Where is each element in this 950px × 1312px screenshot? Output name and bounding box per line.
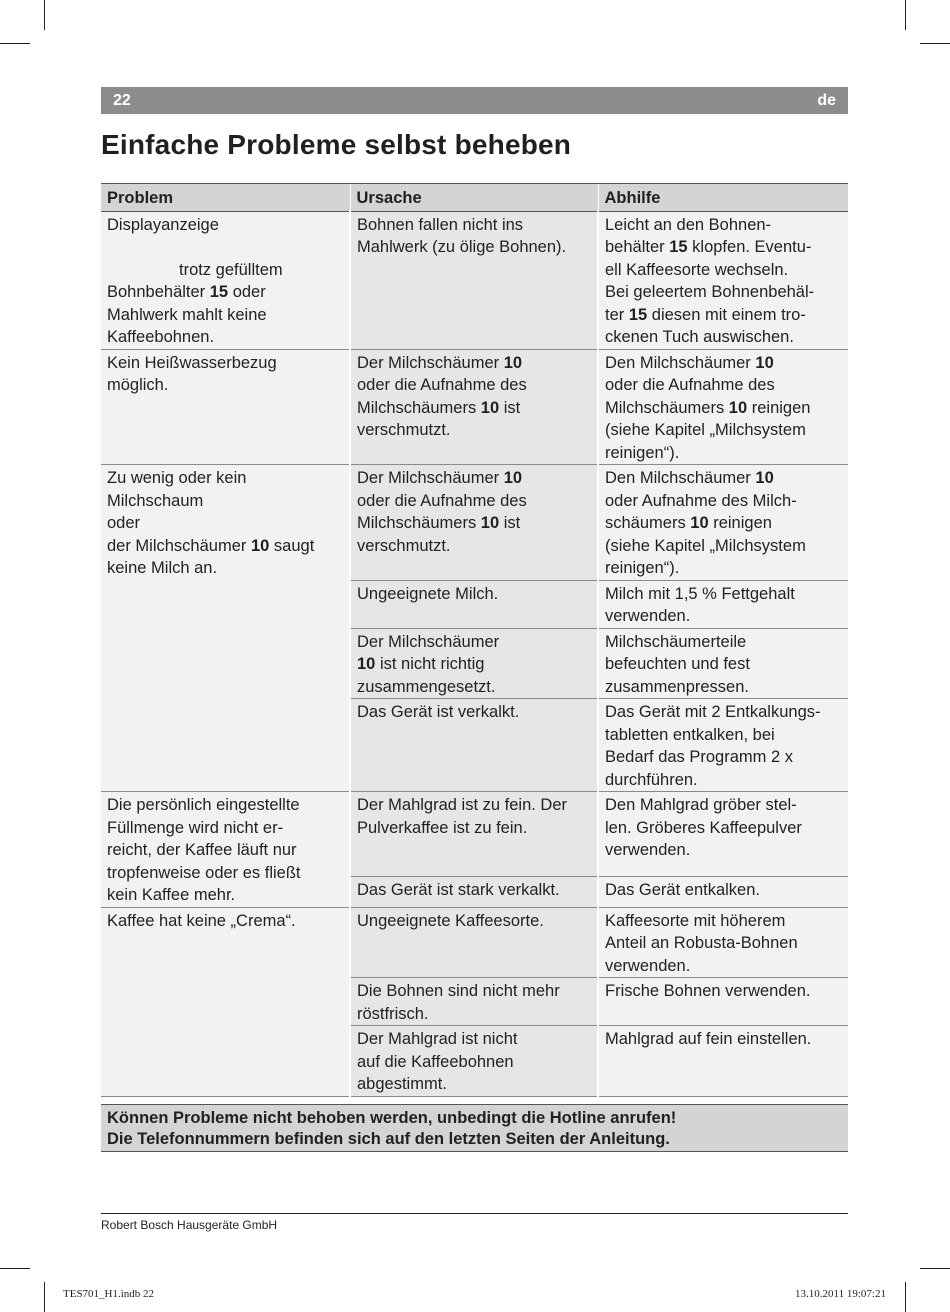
page-title: Einfache Probleme selbst beheben (101, 129, 572, 160)
text-segment: Milchschäumers (605, 398, 729, 417)
crop-mark (920, 1268, 950, 1269)
cause-cell (350, 628, 598, 699)
reference-number: 10 (690, 514, 709, 532)
text-segment: oder (107, 514, 141, 532)
text-segment: Der Mahlgrad ist nicht (357, 1030, 518, 1048)
cause-cell (350, 792, 598, 877)
text-segment: Kaffee hat keine „Crema“. (107, 911, 296, 930)
reference-number: 10 (480, 514, 500, 532)
text-segment: reinigen“). (605, 559, 680, 577)
text-segment: ist nicht richtig (375, 655, 485, 673)
remedy-cell (598, 978, 848, 1026)
text-segment: oder (228, 283, 266, 301)
crop-mark (905, 0, 906, 30)
text-segment: oder die Aufnahme des (605, 376, 775, 394)
text-segment: verschmutzt. (357, 536, 451, 555)
cause-cell (350, 349, 598, 465)
text-segment: oder die Aufnahme des (357, 376, 527, 394)
text-segment: Die Bohnen sind nicht mehr (357, 982, 560, 1000)
remedy-cell (598, 876, 848, 907)
text-segment: ter (605, 305, 629, 324)
text-segment: Der Milchschäumer (357, 353, 504, 372)
text-segment: reinigen (708, 514, 772, 532)
text-segment: röstfrisch. (357, 1004, 429, 1023)
text-segment: ist (499, 398, 521, 417)
footer-divider (101, 1213, 848, 1214)
text-segment: Der Milchschäumer (357, 469, 504, 487)
language-code: de (817, 92, 836, 109)
text-segment: Leicht an den Bohnen- (605, 215, 772, 234)
text-segment: möglich. (107, 376, 169, 394)
text-segment: reinigen“). (605, 443, 680, 462)
hotline-note-line-2: Die Telefonnummern befinden sich auf den letzten Seiten der Anleitung. (107, 1130, 670, 1148)
text-segment: Ungeeignete Kaffeesorte. (357, 911, 544, 930)
text-segment: durchführen. (605, 770, 698, 789)
problem-cell (101, 792, 350, 908)
problem-cell (101, 211, 350, 349)
reference-number: 15 (209, 283, 229, 301)
page-header-bar (101, 87, 848, 114)
remedy-cell (598, 699, 848, 792)
table-row (101, 792, 848, 877)
reference-number: 15 (628, 305, 648, 324)
crop-mark (920, 43, 950, 44)
crop-mark (0, 1268, 30, 1269)
text-segment: Der Mahlgrad ist zu fein. Der (357, 796, 567, 814)
text-segment: tropfenweise oder es fließt (107, 863, 301, 882)
text-segment: Milchschäumerteile (605, 632, 747, 651)
text-segment: befeuchten und fest (605, 655, 750, 673)
text-segment: Bohnbehälter (107, 283, 210, 301)
column-header-remedy: Abhilfe (598, 184, 848, 212)
text-segment: Frische Bohnen verwenden. (605, 982, 811, 1000)
text-segment: Milch mit 1,5 % Fettgehalt (605, 584, 795, 603)
reference-number: 10 (728, 398, 748, 417)
cause-cell (350, 699, 598, 792)
text-segment: Milchschäumers (357, 514, 481, 532)
text-segment: Die persönlich eingestellte (107, 796, 300, 814)
cause-cell (350, 876, 598, 907)
text-segment: ell Kaffeesorte wechseln. (605, 260, 789, 279)
remedy-cell (598, 211, 848, 349)
column-header-problem: Problem (101, 184, 350, 212)
text-segment: Das Gerät ist verkalkt. (357, 703, 520, 721)
text-segment: Das Gerät ist stark verkalkt. (357, 880, 560, 899)
remedy-cell (598, 907, 848, 978)
cause-cell (350, 580, 598, 628)
text-segment: oder die Aufnahme des (357, 491, 527, 510)
table-row (101, 349, 848, 465)
text-segment: kein Kaffee mehr. (107, 886, 236, 904)
text-segment: klopfen. Eventu- (687, 238, 812, 256)
text-segment: diesen mit einem tro- (647, 305, 806, 324)
remedy-cell (598, 1026, 848, 1097)
text-segment: reinigen (747, 398, 811, 417)
text-segment: zusammengesetzt. (357, 677, 496, 696)
remedy-cell (598, 628, 848, 699)
text-segment: Den Milchschäumer (605, 353, 756, 372)
text-segment: Den Mahlgrad gröber stel- (605, 796, 797, 814)
text-segment: len. Gröberes Kaffeepulver (605, 818, 802, 837)
cause-cell (350, 1026, 598, 1097)
text-segment: Ungeeignete Milch. (357, 584, 499, 603)
text-segment: ist (499, 514, 521, 532)
text-segment: saugt (269, 536, 315, 555)
text-segment: ckenen Tuch auswischen. (605, 328, 794, 346)
text-segment: Bohnen fallen nicht ins (357, 215, 524, 234)
cause-cell (350, 211, 598, 349)
text-segment: Kein Heißwasserbezug (107, 353, 277, 372)
text-segment: Displayanzeige (107, 215, 219, 234)
remedy-cell (598, 465, 848, 581)
reference-number: 10 (503, 353, 523, 372)
text-segment: verschmutzt. (357, 421, 451, 439)
text-segment: oder Aufnahme des Milch- (605, 491, 797, 510)
hotline-note-line-1: Können Probleme nicht behoben werden, unbedingt die Hotline anrufen! (107, 1109, 677, 1127)
crop-mark (44, 1282, 45, 1312)
table-row (101, 211, 848, 349)
problem-cell (101, 465, 350, 792)
crop-mark (44, 0, 45, 30)
problem-cell (101, 349, 350, 465)
column-header-cause: Ursache (350, 184, 598, 212)
text-segment: verwenden. (605, 956, 691, 975)
table-header-row (101, 184, 848, 212)
table-body (101, 211, 848, 1096)
text-segment: (siehe Kapitel „Milchsystem (605, 421, 806, 439)
reference-number: 10 (755, 353, 774, 372)
troubleshooting-table (101, 183, 848, 1097)
cause-cell (350, 907, 598, 978)
crop-mark (905, 1282, 906, 1312)
text-segment: schäumers (605, 514, 691, 532)
text-segment: Der Milchschäumer (357, 632, 500, 651)
print-slug-file: TES701_H1.indb 22 (63, 1288, 155, 1300)
cause-cell (350, 465, 598, 581)
reference-number: 10 (357, 655, 376, 673)
text-segment: Mahlwerk (zu ölige Bohnen). (357, 238, 567, 256)
text-segment: Zu wenig oder kein (107, 469, 247, 487)
text-segment: Pulverkaffee ist zu fein. (357, 818, 528, 837)
crop-mark (0, 43, 30, 44)
remedy-cell (598, 580, 848, 628)
problem-cell (101, 907, 350, 1096)
text-segment: Mahlwerk mahlt keine (107, 305, 267, 324)
reference-number: 10 (480, 398, 500, 417)
table-row (101, 907, 848, 978)
text-segment: trotz gefülltem (179, 260, 283, 279)
page-number: 22 (113, 92, 131, 109)
text-segment: behälter (605, 238, 670, 256)
company-name: Robert Bosch Hausgeräte GmbH (101, 1218, 278, 1232)
text-segment: Den Milchschäumer (605, 469, 756, 487)
text-segment: Bedarf das Programm 2 x (605, 748, 793, 766)
text-segment: Bei geleertem Bohnenbehäl- (605, 283, 815, 301)
text-segment: keine Milch an. (107, 559, 218, 577)
text-segment: Milchschaum (107, 491, 204, 510)
remedy-cell (598, 349, 848, 465)
print-slug-datetime: 13.10.2011 19:07:21 (795, 1288, 886, 1300)
hotline-note (101, 1104, 848, 1152)
text-segment: Das Gerät entkalken. (605, 880, 760, 899)
text-segment: Kaffeebohnen. (107, 328, 215, 346)
text-segment: Kaffeesorte mit höherem (605, 911, 786, 930)
text-segment: auf die Kaffeebohnen (357, 1052, 514, 1071)
cause-cell (350, 978, 598, 1026)
text-segment: zusammenpressen. (605, 677, 749, 696)
text-segment: abgestimmt. (357, 1075, 447, 1093)
text-segment: verwenden. (605, 607, 691, 625)
reference-number: 15 (669, 238, 688, 256)
text-segment: Mahlgrad auf fein einstellen. (605, 1030, 812, 1048)
remedy-cell (598, 792, 848, 877)
text-segment: verwenden. (605, 841, 691, 859)
reference-number: 10 (755, 469, 774, 487)
text-segment: Anteil an Robusta-Bohnen (605, 934, 798, 952)
text-segment: tabletten entkalken, bei (605, 725, 775, 744)
reference-number: 10 (250, 536, 270, 555)
text-segment: reicht, der Kaffee läuft nur (107, 841, 297, 859)
text-segment: Füllmenge wird nicht er- (107, 818, 284, 837)
table-row (101, 465, 848, 581)
text-segment: (siehe Kapitel „Milchsystem (605, 536, 806, 555)
text-segment: Milchschäumers (357, 398, 481, 417)
text-segment: Das Gerät mit 2 Entkalkungs- (605, 703, 821, 721)
reference-number: 10 (503, 469, 523, 487)
text-segment: der Milchschäumer (107, 536, 251, 555)
